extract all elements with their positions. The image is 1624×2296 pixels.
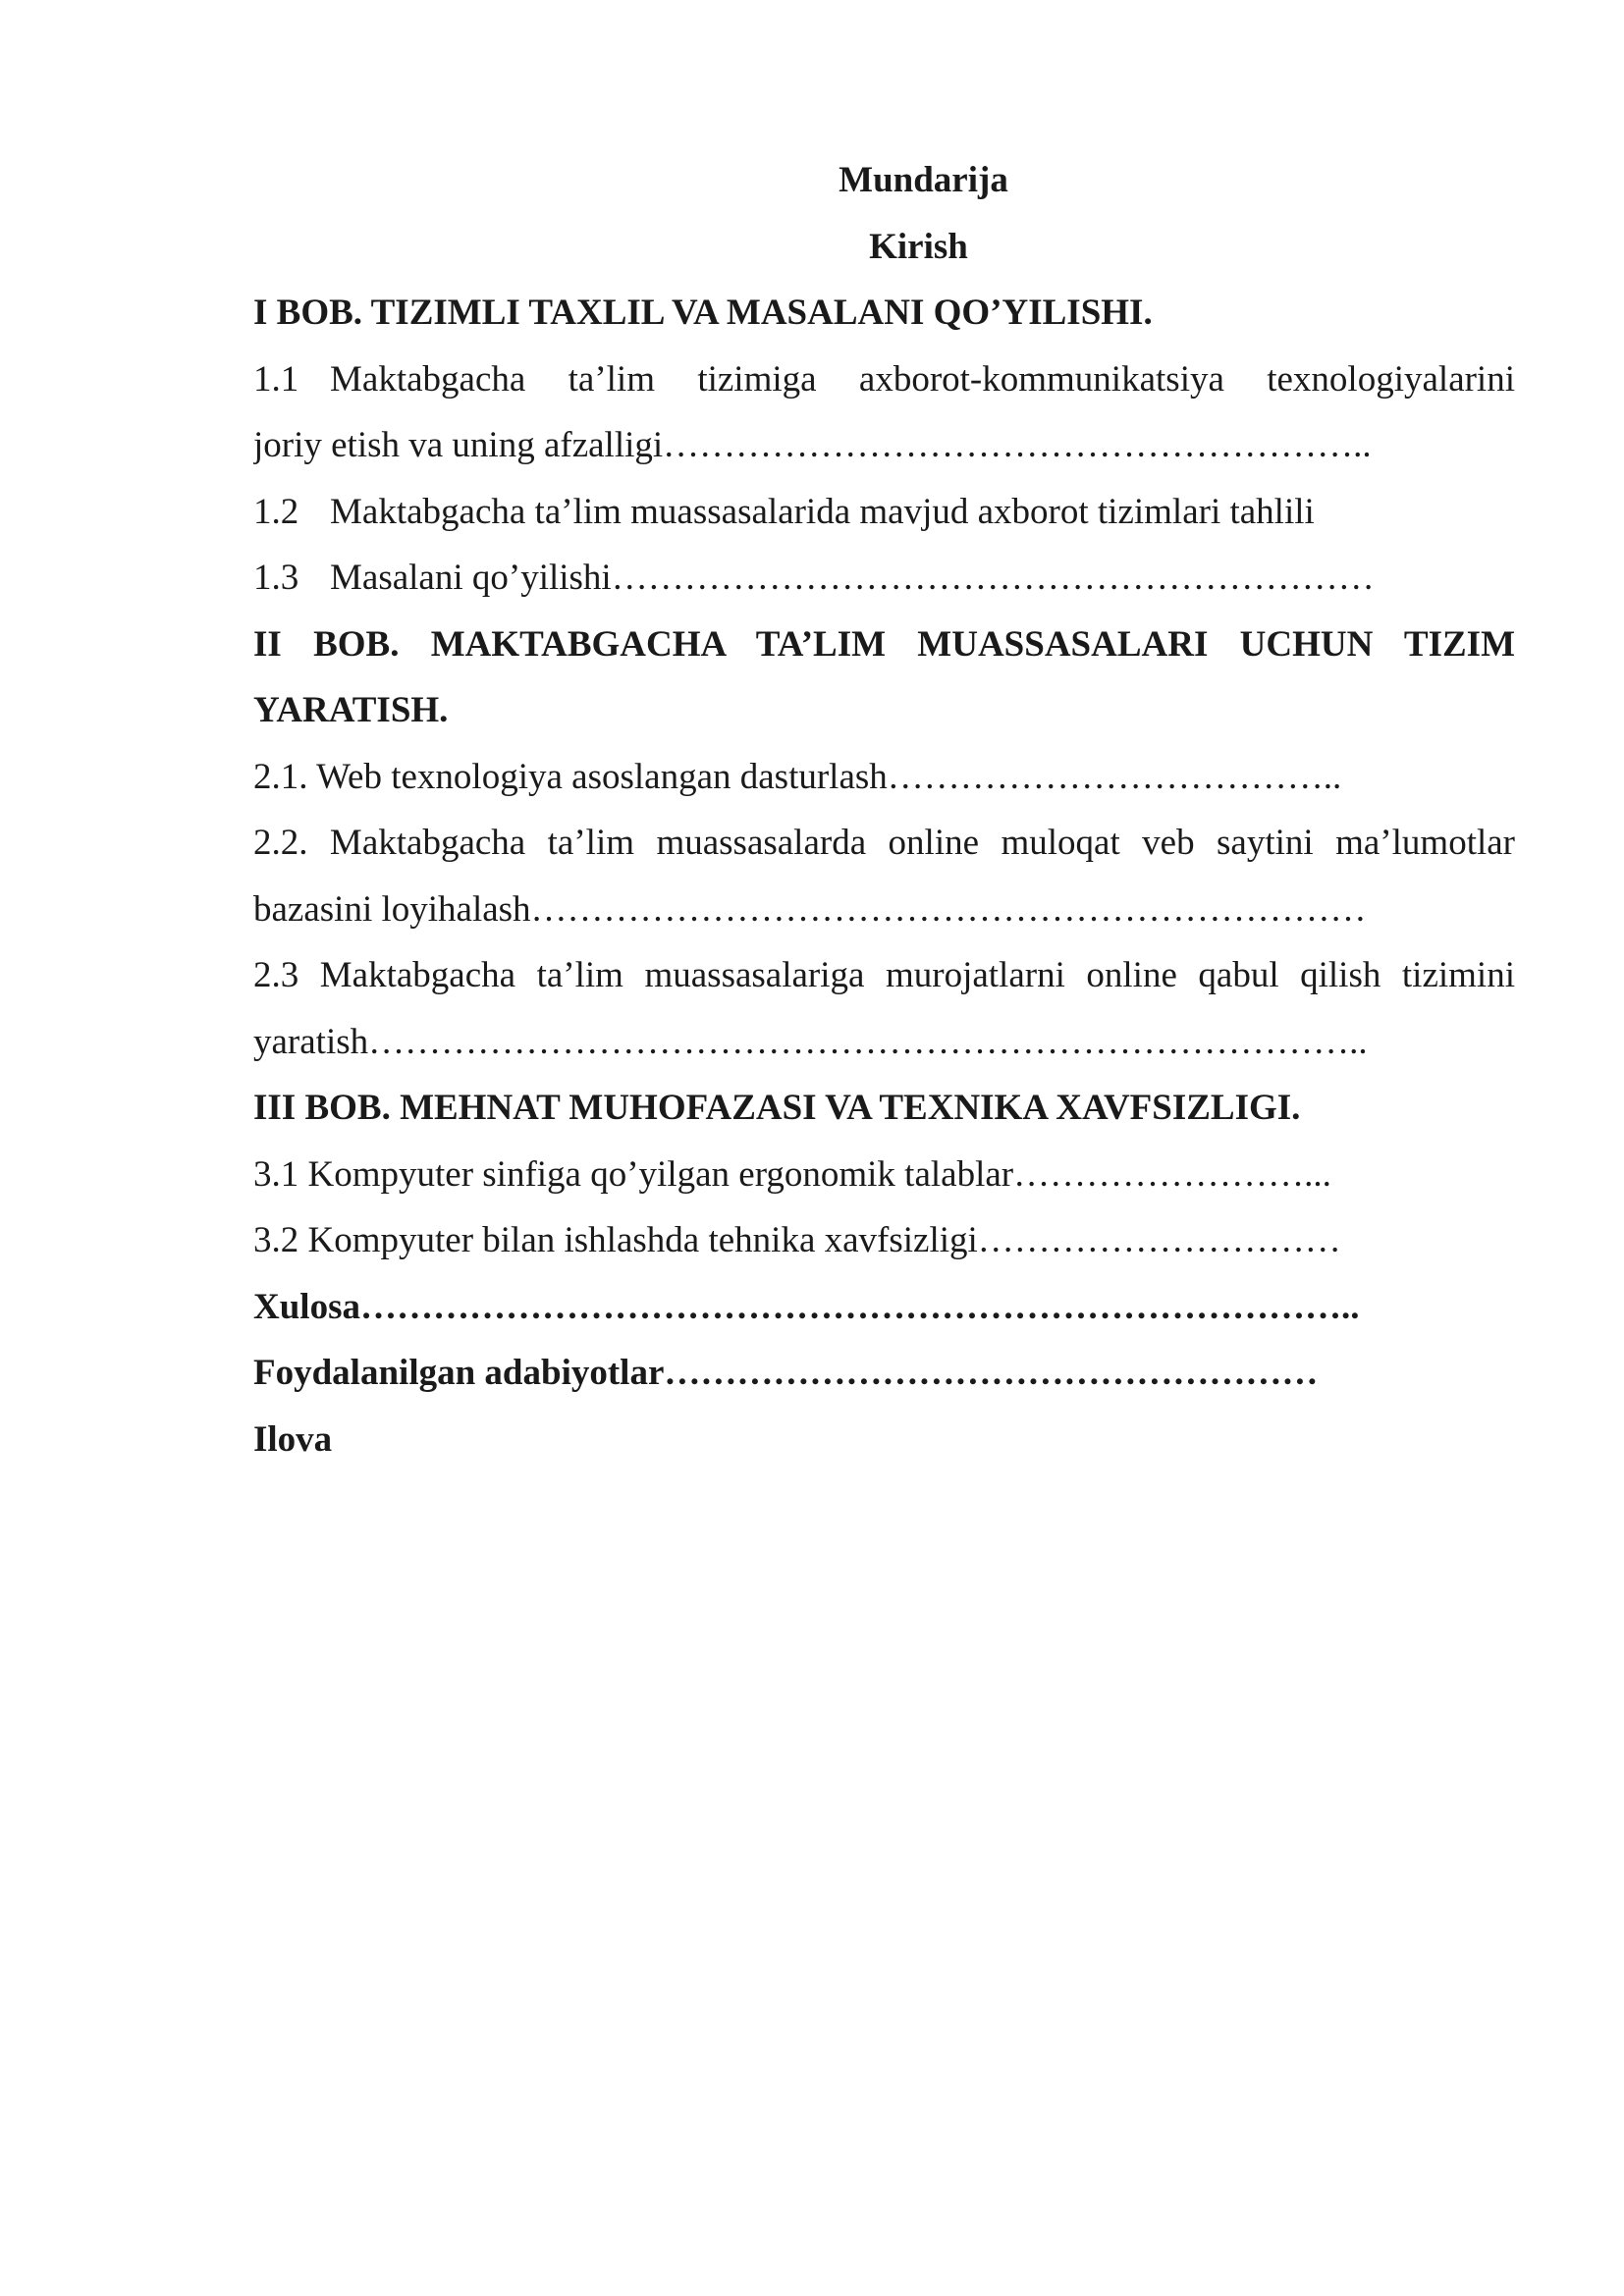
toc-conclusion: Xulosa……………………………………………………………………….. — [253, 1286, 1360, 1327]
toc-item-2-1: 2.1. Web texnologiya asoslangan dasturlash……………………………….. — [253, 756, 1342, 797]
toc-item-1-1-line2: joriy etish va uning afzalligi………………………………………………….. — [253, 425, 1372, 465]
toc-item-number: 1.3 — [253, 558, 299, 598]
chapter2-heading-line1: II BOB. MAKTABGACHA TA’LIM MUASSASALARI UCHUN TIZIM — [253, 623, 1515, 665]
toc-item-2-3-line1: 2.3 Maktabgacha ta’lim muassasalariga murojatlarni online qabul qilish tizimini — [253, 955, 1515, 995]
toc-item-1-3 — [253, 545, 1515, 612]
toc-references: Foydalanilgan adabiyotlar……………………………………………… — [253, 1353, 1319, 1393]
toc-item-number: 1.2 — [253, 491, 299, 532]
toc-intro: Kirish — [869, 226, 968, 267]
toc-item-text: Maktabgacha ta’lim muassasalarida mavjud axborot tizimlari tahlili — [330, 491, 1315, 532]
toc-item-2-3-line2: yaratish……………………………………………………………………….. — [253, 1021, 1368, 1062]
chapter2-heading-line2: YARATISH. — [253, 690, 449, 730]
toc-item-2-2-line2: bazasini loyihalash…………………………………………………………… — [253, 888, 1367, 930]
table-of-contents — [253, 147, 1515, 1472]
toc-item-number: 1.1 — [253, 358, 299, 400]
toc-item-1-2 — [253, 479, 1515, 546]
toc-item-text: Maktabgacha ta’lim tizimiga axborot-kommunikatsiya texnologiyalarini — [330, 358, 1515, 400]
toc-item-1-1-line1 — [253, 347, 1515, 413]
toc-item-2-2-line1: 2.2. Maktabgacha ta’lim muassasalarda online muloqat veb saytini ma’lumotlar — [253, 823, 1515, 863]
toc-title: Mundarija — [839, 160, 1008, 200]
toc-item-3-1: 3.1 Kompyuter sinfiga qo’yilgan ergonomik talablar……………………... — [253, 1153, 1331, 1195]
toc-appendix: Ilova — [253, 1418, 333, 1460]
toc-item-text: Masalani qo’yilishi……………………………………………………… — [330, 558, 1375, 598]
toc-item-3-2: 3.2 Kompyuter bilan ishlashda tehnika xavfsizligi………………………… — [253, 1220, 1341, 1260]
chapter3-heading: III BOB. MEHNAT MUHOFAZASI VA TEXNIKA XAVFSIZLIGI. — [253, 1088, 1301, 1128]
chapter1-heading: I BOB. TIZIMLI TAXLIL VA MASALANI QO’YILISHI. — [253, 293, 1153, 333]
